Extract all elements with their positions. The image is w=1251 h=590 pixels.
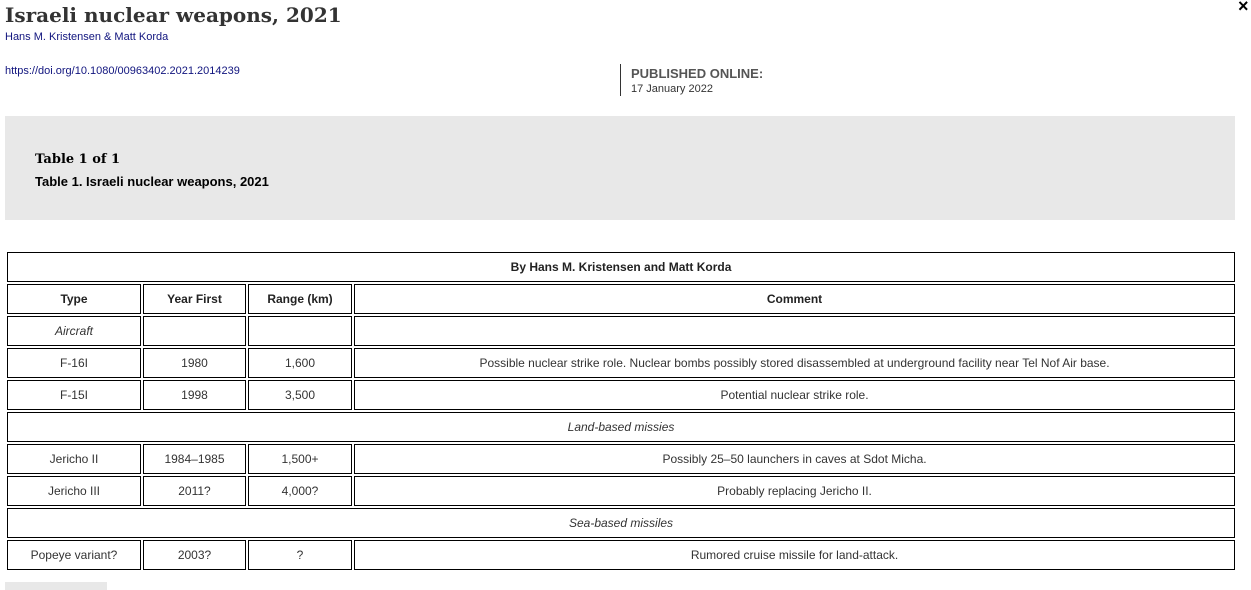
- table-cell: Jericho III: [7, 476, 141, 506]
- table-caption: Table 1. Israeli nuclear weapons, 2021: [35, 174, 269, 189]
- table-header-row: [7, 284, 1235, 314]
- column-header: Type: [7, 284, 141, 314]
- table-cell: 2011?: [143, 476, 246, 506]
- table-row: [7, 380, 1235, 410]
- table-cell: [143, 316, 246, 346]
- authors-link[interactable]: Hans M. Kristensen & Matt Korda: [5, 31, 169, 43]
- table-row: [7, 348, 1235, 378]
- table-cell: 1,600: [248, 348, 352, 378]
- table-cell: Possibly 25–50 launchers in caves at Sdot Micha.: [354, 444, 1235, 474]
- published-date: 17 January 2022: [631, 83, 713, 95]
- close-icon[interactable]: ×: [1238, 0, 1249, 16]
- article-title: Israeli nuclear weapons, 2021: [5, 3, 342, 27]
- table-caption-panel: [5, 116, 1235, 220]
- weapons-table: [5, 250, 1237, 572]
- section-label: Aircraft: [7, 316, 141, 346]
- section-label: Land-based missies: [7, 412, 1235, 442]
- published-online-label: PUBLISHED ONLINE:: [631, 66, 764, 81]
- column-header: Comment: [354, 284, 1235, 314]
- table-row: [7, 540, 1235, 570]
- table-cell: 1998: [143, 380, 246, 410]
- table-cell: ?: [248, 540, 352, 570]
- table-cell: Jericho II: [7, 444, 141, 474]
- table-cell: Rumored cruise missile for land-attack.: [354, 540, 1235, 570]
- section-row-land: [7, 412, 1235, 442]
- table-cell: 2003?: [143, 540, 246, 570]
- table-byline: By Hans M. Kristensen and Matt Korda: [7, 252, 1235, 282]
- section-label: Sea-based missiles: [7, 508, 1235, 538]
- table-cell: 1,500+: [248, 444, 352, 474]
- table-cell: Popeye variant?: [7, 540, 141, 570]
- table-cell: F-15I: [7, 380, 141, 410]
- published-online-block: [620, 64, 763, 96]
- table-cell: Probably replacing Jericho II.: [354, 476, 1235, 506]
- section-row-sea: [7, 508, 1235, 538]
- table-cell: [248, 316, 352, 346]
- table-count: Table 1 of 1: [35, 152, 121, 167]
- table-row: [7, 476, 1235, 506]
- table-row: [7, 444, 1235, 474]
- column-header: Year First: [143, 284, 246, 314]
- table-cell: Possible nuclear strike role. Nuclear bombs possibly stored disassembled at underground facility near Tel Nof Air base.: [354, 348, 1235, 378]
- table-cell: F-16I: [7, 348, 141, 378]
- table-cell: Potential nuclear strike role.: [354, 380, 1235, 410]
- bottom-tab[interactable]: [5, 582, 107, 590]
- table-cell: 4,000?: [248, 476, 352, 506]
- table-cell: 1984–1985: [143, 444, 246, 474]
- table-cell: 1980: [143, 348, 246, 378]
- doi-link[interactable]: https://doi.org/10.1080/00963402.2021.2014239: [5, 65, 240, 77]
- table-cell: [354, 316, 1235, 346]
- table-cell: 3,500: [248, 380, 352, 410]
- section-row-aircraft: [7, 316, 1235, 346]
- table-byline-row: [7, 252, 1235, 282]
- column-header: Range (km): [248, 284, 352, 314]
